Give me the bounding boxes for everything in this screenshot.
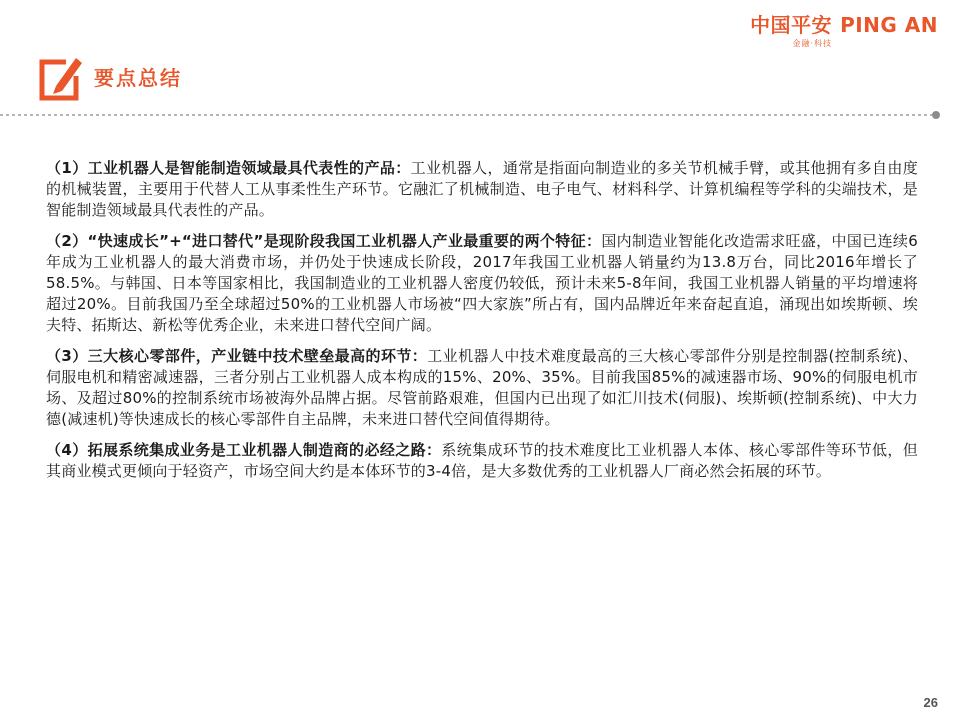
paragraph-heading: （1）工业机器人是智能制造领域最具代表性的产品： <box>46 159 411 177</box>
summary-paragraph-2 <box>46 231 918 336</box>
summary-paragraph-3 <box>46 346 918 430</box>
title-divider <box>0 109 942 121</box>
paragraph-body: 工业机器人中技术难度最高的三大核心零部件分别是控制器(控制系统)、伺服电机和精密减速器，三者分别占工业机器人成本构成的15%、20%、35%。目前我国85%的减速器市场、90%的伺服电机市场、及超过80%的控制系统市场被海外品牌占据。尽管前路艰难，但国内已出现了如汇川技术(伺服)、埃斯顿(控制系统)、中大力德(减速机)等快速成长的核心零部件自主品牌，未来进口替代空间值得期待。 <box>46 347 918 428</box>
summary-paragraph-4 <box>46 440 918 482</box>
paragraph-body: 系统集成环节的技术难度比工业机器人本体、核心零部件等环节低，但其商业模式更倾向于轻资产，市场空间大约是本体环节的3-4倍，是大多数优秀的工业机器人厂商必然会拓展的环节。 <box>46 441 918 480</box>
page-number: 26 <box>923 695 938 710</box>
paragraph-heading: （2）“快速成长”+“进口替代”是现阶段我国工业机器人产业最重要的两个特征： <box>46 232 602 250</box>
brand-name-en: PING AN <box>840 13 938 37</box>
edit-pencil-icon <box>36 54 84 104</box>
brand-name-cn: 中国平安 <box>750 13 833 37</box>
paragraph-heading: （4）拓展系统集成业务是工业机器人制造商的必经之路： <box>46 441 442 459</box>
brand-wordmark <box>738 14 938 36</box>
brand-logo <box>738 14 938 49</box>
paragraph-body: 工业机器人，通常是指面向制造业的多关节机械手臂，或其他拥有多自由度的机械装置，主要用于代替人工从事柔性生产环节。它融汇了机械制造、电子电气、材料科学、计算机编程等学科的尖端技术，是智能制造领域最具代表性的产品。 <box>46 159 918 219</box>
summary-paragraph-1 <box>46 158 918 221</box>
page-title: 要点总结 <box>94 66 182 90</box>
summary-content <box>46 158 918 492</box>
paragraph-heading: （3）三大核心零部件，产业链中技术壁垒最高的环节： <box>46 347 428 365</box>
paragraph-body: 国内制造业智能化改造需求旺盛，中国已连续6年成为工业机器人的最大消费市场，并仍处于快速成长阶段，2017年我国工业机器人销量约为13.8万台，同比2016年增长了58.5%。与韩国、日本等国家相比，我国制造业的工业机器人密度仍较低，预计未来5-8年间，我国工业机器人销量的平均增速将超过20%。目前我国乃至全球超过50%的工业机器人市场被“四大家族”所占有，国内品牌近年来奋起直追，涌现出如埃斯顿、埃夫特、拓斯达、新松等优秀企业，未来进口替代空间广阔。 <box>46 232 919 334</box>
brand-tagline: 金融·科技 <box>792 39 832 48</box>
